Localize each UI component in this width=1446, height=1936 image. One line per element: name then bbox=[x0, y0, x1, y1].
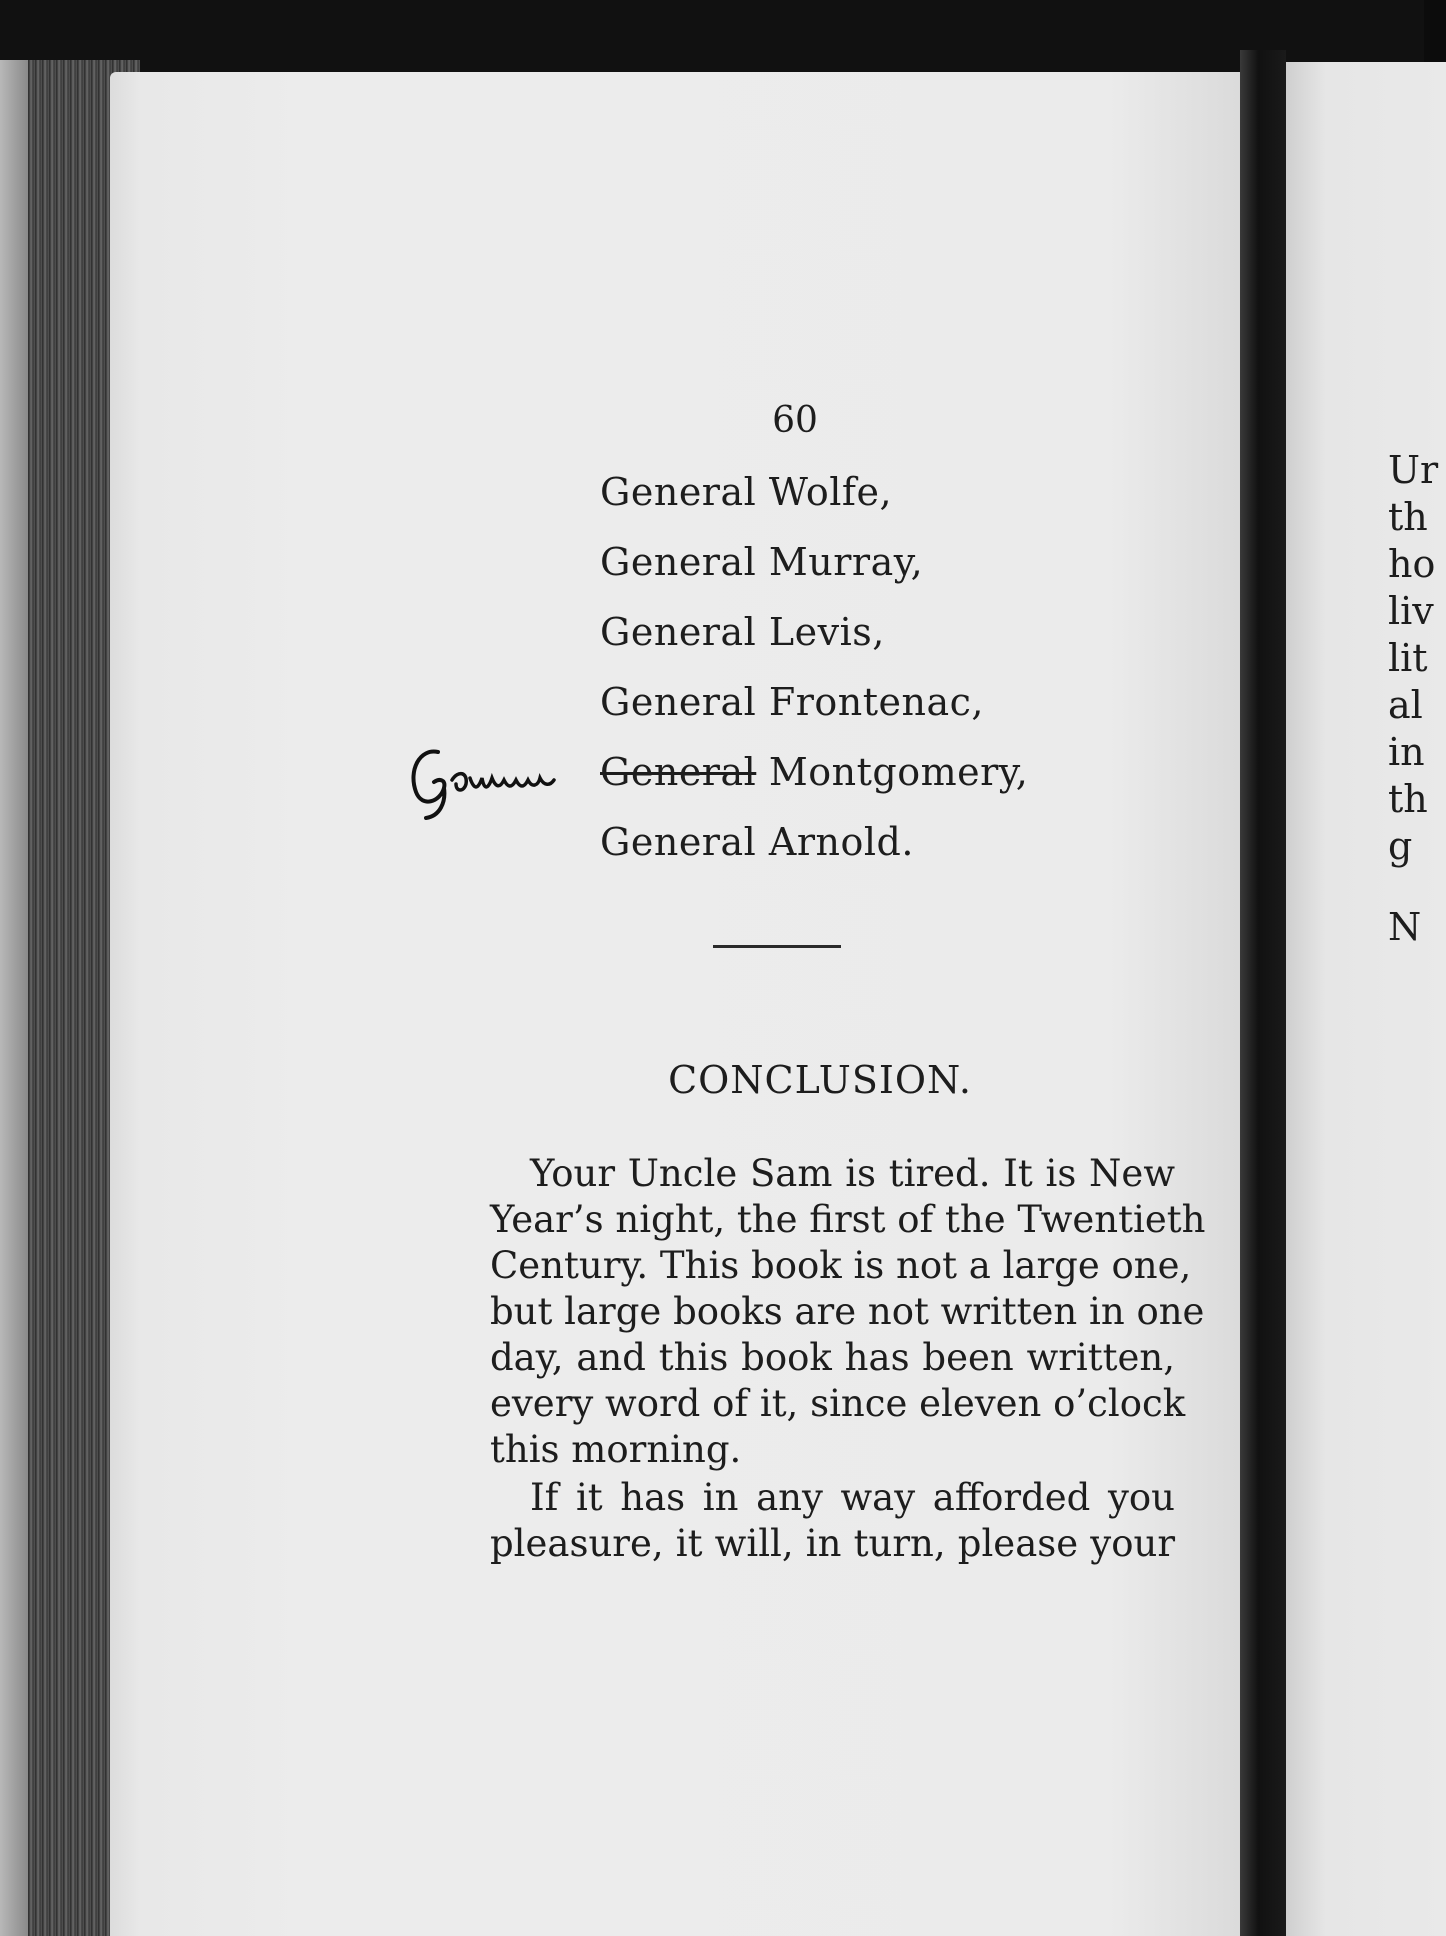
facing-page-fragment: g bbox=[1388, 824, 1413, 868]
general-name: Frontenac, bbox=[768, 680, 985, 724]
body-line: every word of it, since eleven o’clock bbox=[490, 1382, 1186, 1425]
facing-page-fragment: lit bbox=[1388, 636, 1428, 680]
body-line: but large books are not written in one bbox=[490, 1290, 1205, 1333]
body-line: Your Uncle Sam is tired. It is New bbox=[530, 1152, 1175, 1195]
general-line bbox=[600, 820, 914, 864]
general-name: Wolfe, bbox=[768, 470, 893, 514]
handwritten-correction bbox=[400, 730, 620, 820]
general-name: Arnold. bbox=[768, 820, 914, 864]
general-name: Montgomery, bbox=[768, 750, 1029, 794]
body-line: If it has in any way afforded you bbox=[530, 1476, 1175, 1519]
general-line-corrected bbox=[600, 750, 1028, 794]
general-line bbox=[600, 610, 885, 654]
body-line: pleasure, it will, in turn, please your bbox=[490, 1522, 1175, 1565]
section-heading: CONCLUSION. bbox=[668, 1058, 972, 1102]
general-prefix: General bbox=[600, 470, 757, 514]
body-line: Year’s night, the first of the Twentieth bbox=[490, 1198, 1206, 1241]
facing-page-fragment: th bbox=[1388, 495, 1428, 539]
struck-general-prefix: General bbox=[600, 750, 757, 794]
general-line bbox=[600, 680, 984, 724]
general-prefix: General bbox=[600, 540, 757, 584]
body-line: day, and this book has been written, bbox=[490, 1336, 1175, 1379]
page-number: 60 bbox=[772, 400, 818, 441]
facing-page-fragment: in bbox=[1388, 730, 1425, 774]
facing-page-fragment: liv bbox=[1388, 589, 1434, 633]
general-name: Murray, bbox=[768, 540, 924, 584]
body-line: this morning. bbox=[490, 1428, 742, 1471]
general-prefix: General bbox=[600, 680, 757, 724]
general-name: Levis, bbox=[768, 610, 885, 654]
general-line bbox=[600, 470, 892, 514]
facing-page-fragment: ho bbox=[1388, 542, 1436, 586]
general-line bbox=[600, 540, 923, 584]
general-prefix: General bbox=[600, 820, 757, 864]
facing-page-fragment: th bbox=[1388, 777, 1428, 821]
facing-page-fragment: al bbox=[1388, 683, 1423, 727]
section-divider bbox=[713, 945, 841, 948]
facing-page-fragment: N bbox=[1388, 905, 1422, 949]
facing-page-fragment: Ur bbox=[1388, 448, 1439, 492]
general-prefix: General bbox=[600, 610, 757, 654]
body-line: Century. This book is not a large one, bbox=[490, 1244, 1192, 1287]
